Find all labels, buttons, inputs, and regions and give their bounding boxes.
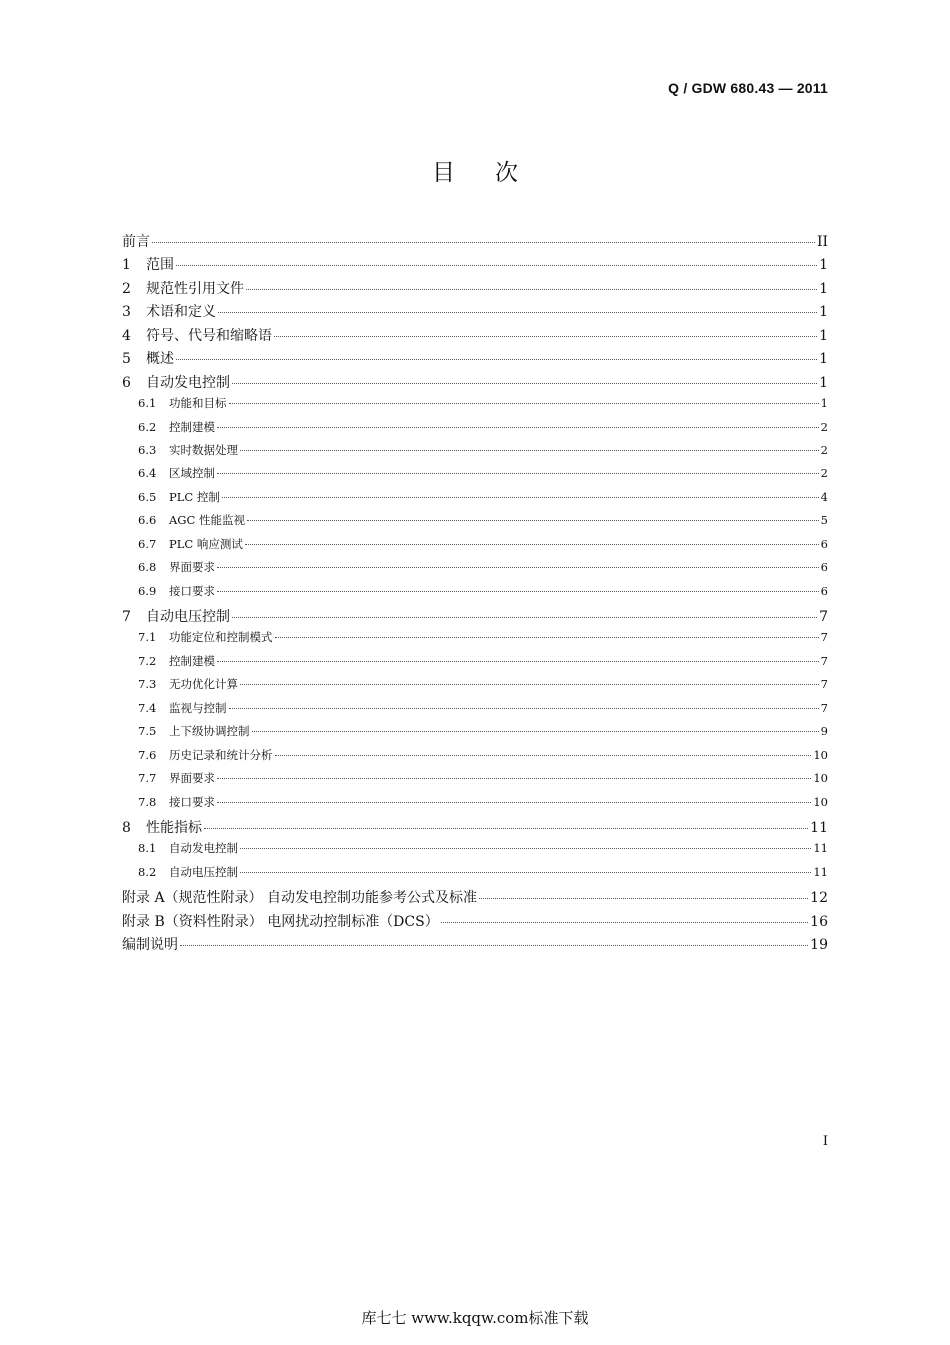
- toc-entry[interactable]: [122, 301, 828, 324]
- toc-entry[interactable]: [122, 231, 828, 254]
- toc-entry-page: 16: [810, 913, 828, 930]
- toc-entry[interactable]: [122, 723, 828, 746]
- toc-entry-label: 符号、代号和缩略语: [146, 327, 272, 344]
- toc-entry-number: 6.8: [138, 560, 157, 575]
- toc-entry[interactable]: [122, 840, 828, 863]
- toc-entry-label: 自动电压控制: [169, 864, 238, 879]
- toc-entry-number: 6.9: [138, 583, 157, 598]
- toc-entry-page: 19: [810, 937, 828, 954]
- dot-leader: [247, 520, 819, 521]
- toc-entry[interactable]: [122, 254, 828, 277]
- toc-entry-number: 7.3: [138, 677, 157, 692]
- toc-entry-label: 前言: [122, 234, 150, 250]
- toc-entry-number: 4: [122, 327, 131, 344]
- toc-entry-label: AGC 性能监视: [169, 513, 245, 528]
- toc-entry-number: 2: [122, 280, 131, 297]
- dot-leader: [180, 945, 808, 946]
- dot-leader: [217, 591, 819, 592]
- toc-entry-label: PLC 响应测试: [169, 536, 243, 551]
- toc-entry[interactable]: [122, 348, 828, 371]
- toc-entry-number: 7.8: [138, 794, 157, 809]
- toc-entry-page: 4: [820, 489, 828, 504]
- toc-entry-label: 自动发电控制: [146, 374, 230, 391]
- toc-entry[interactable]: [122, 465, 828, 488]
- dot-leader: [245, 544, 819, 545]
- toc-entry-page: 10: [813, 794, 828, 809]
- dot-leader: [229, 403, 819, 404]
- toc-entry-page: 7: [820, 700, 828, 715]
- dot-leader: [441, 922, 808, 923]
- toc-entry[interactable]: [122, 489, 828, 512]
- toc-entry[interactable]: [122, 606, 828, 629]
- toc-entry[interactable]: [122, 864, 828, 887]
- toc-entry-page: 11: [813, 864, 828, 879]
- toc-entry-label: 自动发电控制: [169, 841, 238, 856]
- toc-entry-label: 实时数据处理: [169, 442, 238, 457]
- toc-entry-label: 界面要求: [169, 771, 215, 786]
- toc-entry-number: 5: [122, 351, 131, 368]
- toc-entry-page: 1: [819, 304, 828, 321]
- toc-entry[interactable]: [122, 325, 828, 348]
- toc-entry-number: 6.3: [138, 442, 157, 457]
- toc-entry-page: II: [816, 234, 828, 250]
- toc-entry-page: 7: [820, 677, 828, 692]
- toc-entry[interactable]: [122, 629, 828, 652]
- toc-entry-number: 6.5: [138, 489, 157, 504]
- toc-entry-number: 6.2: [138, 419, 157, 434]
- dot-leader: [217, 473, 819, 474]
- toc-entry-number: 6: [122, 374, 131, 391]
- toc-entry[interactable]: [122, 747, 828, 770]
- dot-leader: [217, 567, 819, 568]
- toc-entry[interactable]: [122, 770, 828, 793]
- dot-leader: [275, 755, 812, 756]
- dot-leader: [217, 661, 819, 662]
- toc-entry[interactable]: [122, 536, 828, 559]
- page-title: 目次: [432, 160, 558, 186]
- toc-entry[interactable]: [122, 442, 828, 465]
- toc-entry-page: 1: [819, 327, 828, 344]
- toc-entry-number: 7.7: [138, 771, 157, 786]
- toc-entry-page: 10: [813, 771, 828, 786]
- toc-entry[interactable]: [122, 559, 828, 582]
- toc-entry[interactable]: [122, 583, 828, 606]
- toc-entry[interactable]: [122, 911, 828, 934]
- toc-entry[interactable]: [122, 794, 828, 817]
- dot-leader: [217, 427, 819, 428]
- toc-entry-label: 接口要求: [169, 794, 215, 809]
- toc-entry-page: 5: [820, 513, 828, 528]
- toc-entry-page: 1: [819, 280, 828, 297]
- toc-entry[interactable]: [122, 372, 828, 395]
- dot-leader: [240, 848, 811, 849]
- toc-entry-number: 7.1: [138, 630, 157, 645]
- toc-entry-label: 界面要求: [169, 560, 215, 575]
- toc-entry-label: PLC 控制: [169, 489, 220, 504]
- toc-entry[interactable]: [122, 278, 828, 301]
- toc-entry-page: 7: [820, 630, 828, 645]
- toc-entry-number: 8.2: [138, 864, 157, 879]
- toc-entry-number: 6.4: [138, 466, 157, 481]
- dot-leader: [479, 898, 808, 899]
- toc-entry-number: 1: [122, 257, 131, 274]
- dot-leader: [176, 265, 817, 266]
- page-number: I: [822, 1134, 828, 1149]
- toc-entry-number: 8.1: [138, 841, 157, 856]
- toc-entry[interactable]: [122, 512, 828, 535]
- dot-leader: [275, 637, 819, 638]
- toc-entry[interactable]: [122, 700, 828, 723]
- toc-entry-label: 监视与控制: [169, 700, 227, 715]
- dot-leader: [217, 778, 811, 779]
- dot-leader: [274, 336, 817, 337]
- dot-leader: [252, 731, 819, 732]
- toc-entry-page: 7: [819, 609, 828, 625]
- toc-entry-page: 2: [820, 466, 828, 481]
- toc-entry-label: 编制说明: [122, 937, 178, 954]
- toc-entry-label: 区域控制: [169, 466, 215, 481]
- toc-entry-number: 8: [122, 819, 131, 836]
- toc-entry-page: 12: [810, 890, 828, 907]
- toc-entry-page: 1: [820, 396, 828, 411]
- toc-entry-page: 1: [819, 351, 828, 368]
- toc-entry-number: 7.2: [138, 653, 157, 668]
- toc-entry-label: 上下级协调控制: [169, 724, 250, 739]
- dot-leader: [229, 708, 819, 709]
- toc-entry-page: 10: [813, 747, 828, 762]
- dot-leader: [217, 802, 811, 803]
- toc-entry-label: 历史记录和统计分析: [169, 747, 273, 762]
- dot-leader: [240, 872, 811, 873]
- toc-entry[interactable]: [122, 395, 828, 418]
- toc-entry-page: 7: [820, 653, 828, 668]
- toc-entry-label: 功能和目标: [169, 396, 227, 411]
- toc-entry[interactable]: [122, 419, 828, 442]
- toc-entry-label: 范围: [146, 257, 174, 274]
- dot-leader: [176, 359, 817, 360]
- dot-leader: [240, 450, 819, 451]
- toc-entry-number: 7: [122, 609, 131, 625]
- toc-entry-label: 功能定位和控制模式: [169, 630, 273, 645]
- dot-leader: [232, 617, 817, 618]
- toc-entry[interactable]: [122, 887, 828, 910]
- dot-leader: [246, 289, 817, 290]
- toc-entry-page: 11: [810, 819, 828, 836]
- toc-entry-number: 6.6: [138, 513, 157, 528]
- watermark-text: 库七七 www.kqqw.com标准下载: [361, 1309, 589, 1327]
- document-code: Q / GDW 680.43 — 2011: [668, 80, 828, 96]
- toc-entry-page: 2: [820, 442, 828, 457]
- toc-entry-label: 无功优化计算: [169, 677, 238, 692]
- toc-entry-number: 7.4: [138, 700, 157, 715]
- dot-leader: [204, 828, 808, 829]
- toc-entry-label: 接口要求: [169, 583, 215, 598]
- dot-leader: [232, 383, 817, 384]
- dot-leader: [152, 242, 815, 243]
- toc-entry-page: 6: [820, 583, 828, 598]
- toc-entry[interactable]: [122, 676, 828, 699]
- toc-entry-label: 规范性引用文件: [146, 280, 244, 297]
- toc-entry-label: 控制建模: [169, 419, 215, 434]
- toc-entry-page: 1: [819, 374, 828, 391]
- toc-entry-label: 控制建模: [169, 653, 215, 668]
- toc-entry-label: 性能指标: [146, 819, 202, 836]
- toc-entry-number: 6.1: [138, 396, 157, 411]
- toc-entry-number: 6.7: [138, 536, 157, 551]
- toc-entry-page: 2: [820, 419, 828, 434]
- toc-entry-page: 11: [813, 841, 828, 856]
- toc-entry-label: 附录 B（资料性附录） 电网扰动控制标准（DCS）: [122, 913, 439, 930]
- toc-entry[interactable]: [122, 934, 828, 957]
- toc-entry-page: 6: [820, 560, 828, 575]
- toc-entry-number: 3: [122, 304, 131, 321]
- toc-entry-label: 概述: [146, 351, 174, 368]
- dot-leader: [218, 312, 817, 313]
- dot-leader: [222, 497, 819, 498]
- toc-entry-label: 附录 A（规范性附录） 自动发电控制功能参考公式及标准: [122, 890, 478, 907]
- toc-entry-page: 9: [820, 724, 828, 739]
- toc-entry-label: 自动电压控制: [146, 609, 230, 625]
- toc-entry[interactable]: [122, 817, 828, 840]
- table-of-contents: [122, 231, 828, 958]
- dot-leader: [240, 684, 819, 685]
- toc-entry-page: 6: [820, 536, 828, 551]
- toc-entry-number: 7.5: [138, 724, 157, 739]
- toc-entry-number: 7.6: [138, 747, 157, 762]
- toc-entry-page: 1: [819, 257, 828, 274]
- toc-entry-label: 术语和定义: [146, 304, 216, 321]
- toc-entry[interactable]: [122, 653, 828, 676]
